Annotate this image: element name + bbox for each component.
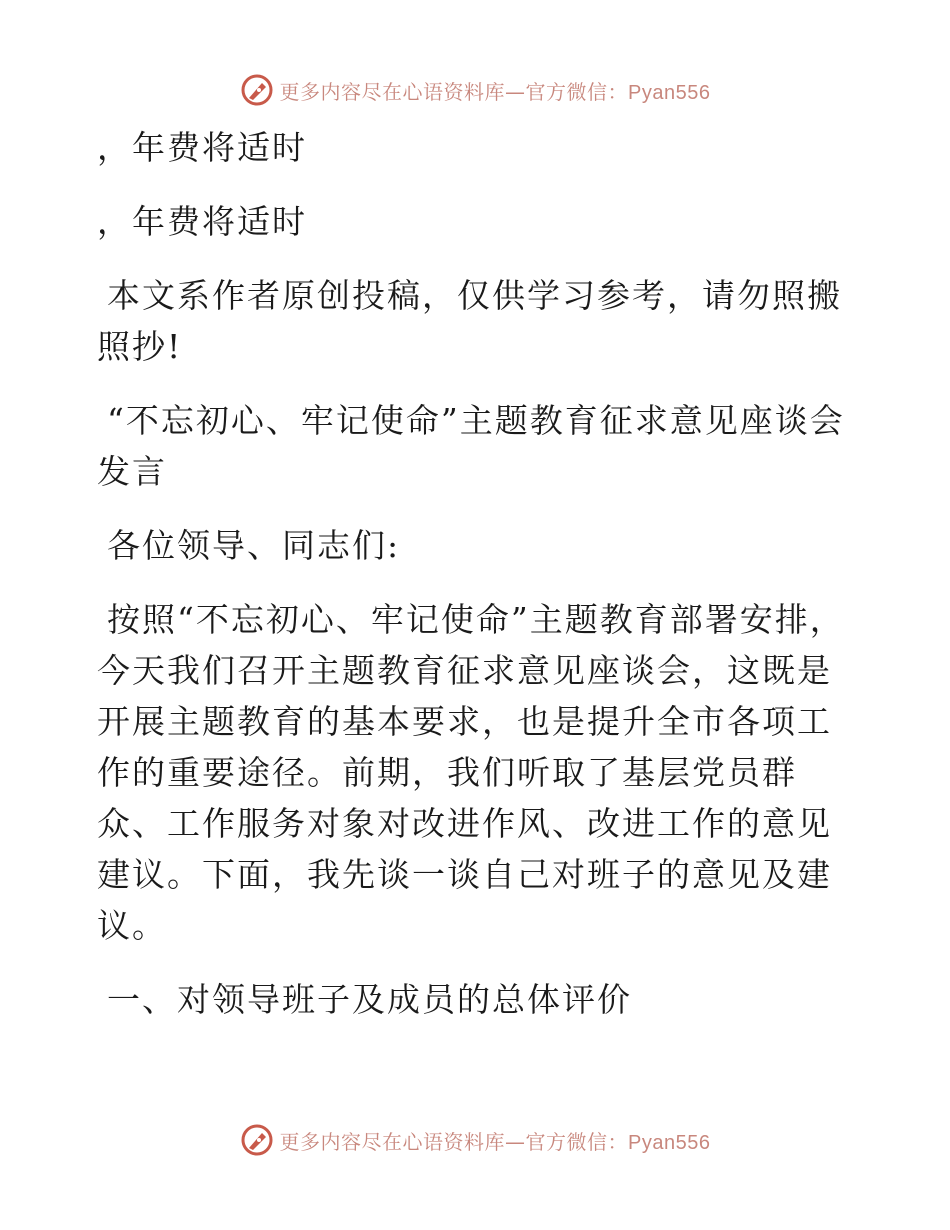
pen-nib-logo-icon [240,73,274,107]
paragraph-intro: 按照“不忘初心、牢记使命”主题教育部署安排，今天我们召开主题教育征求意见座谈会，这既是开展主题教育的基本要求，也是提升全市各项工作的重要途径。前期，我们听取了基层党员群众、工作服务对象对改进作风、改进工作的意见建议。下面，我先谈一谈自己对班子的意见及建议。 [97,600,845,945]
paragraph-disclaimer: 本文系作者原创投稿，仅供学习参考，请勿照搬照抄! [97,276,842,366]
watermark-text [280,76,711,105]
watermark-text [280,1126,711,1155]
watermark-inner [240,73,711,107]
document-body [97,122,857,1048]
paragraph-fee-1: ，年费将适时 [97,128,307,167]
watermark-label: 官方微信： [525,1129,629,1154]
footer-watermark [0,1120,950,1160]
paragraph-fee-2: ，年费将适时 [97,202,307,241]
section-heading-1: 一、对领导班子及成员的总体评价 [107,980,632,1019]
watermark-inner [240,1123,711,1157]
watermark-id: Pyan556 [628,1131,711,1154]
pen-nib-logo-icon [240,1123,274,1157]
watermark-id: Pyan556 [628,81,711,104]
watermark-separator: — [505,79,526,104]
watermark-main-text: 更多内容尽在心语资料库 [279,1129,506,1154]
watermark-separator: — [505,1129,526,1154]
header-watermark [0,70,950,110]
watermark-main-text: 更多内容尽在心语资料库 [279,79,506,104]
paragraph-salutation: 各位领导、同志们: [107,526,401,565]
document-title: “不忘初心、牢记使命”主题教育征求意见座谈会发言 [97,401,845,491]
watermark-label: 官方微信： [525,79,629,104]
